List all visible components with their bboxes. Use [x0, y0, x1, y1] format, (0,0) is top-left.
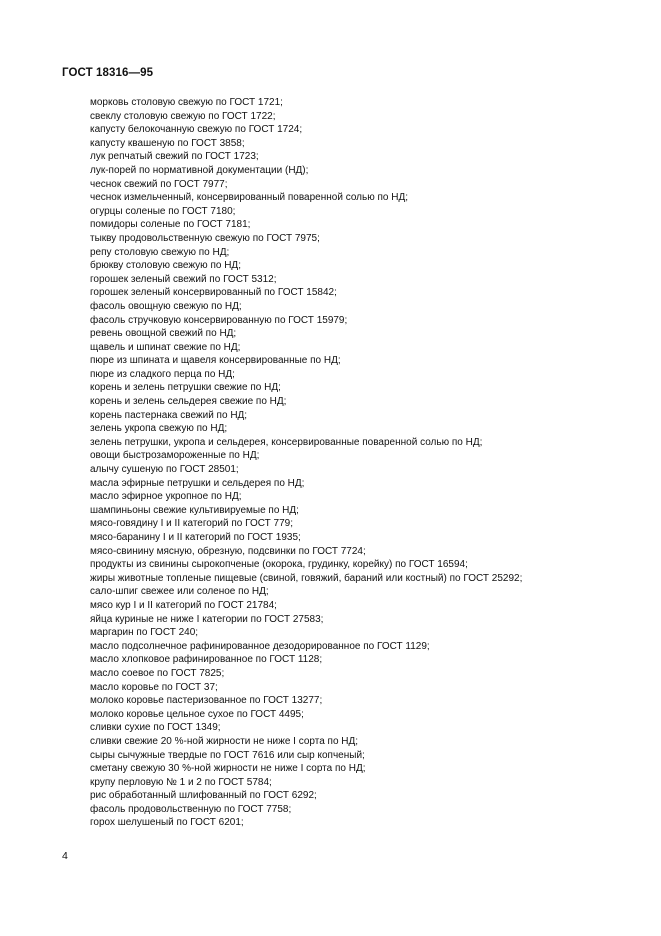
list-item: корень и зелень сельдерея свежие по НД;: [90, 396, 287, 408]
list-item: жиры животные топленые пищевые (свиной, говяжий, бараний или костный) по ГОСТ 25292;: [90, 572, 523, 584]
list-item: чеснок свежий по ГОСТ 7977;: [90, 178, 228, 190]
list-item: пюре из шпината и щавеля консервированные по НД;: [90, 355, 341, 367]
list-item: рис обработанный шлифованный по ГОСТ 6292;: [90, 790, 317, 802]
list-item: сливки сухие по ГОСТ 1349;: [90, 722, 221, 734]
list-item: зелень укропа свежую по НД;: [90, 423, 228, 435]
list-item: корень и зелень петрушки свежие по НД;: [90, 382, 281, 394]
list-item: пюре из сладкого перца по НД;: [90, 368, 235, 380]
list-item: горошек зеленый консервированный по ГОСТ 15842;: [90, 287, 337, 299]
list-item: масло коровье по ГОСТ 37;: [90, 681, 218, 693]
list-item: тыкву продовольственную свежую по ГОСТ 7975;: [90, 232, 320, 244]
list-item: мясо кур I и II категорий по ГОСТ 21784;: [90, 599, 277, 611]
list-item: масла эфирные петрушки и сельдерея по НД;: [90, 477, 305, 489]
list-item: сыры сычужные твердые по ГОСТ 7616 или сыр копченый;: [90, 749, 365, 761]
list-item: сливки свежие 20 %-ной жирности не ниже I сорта по НД;: [90, 735, 359, 747]
ingredient-list: [90, 96, 522, 830]
list-item: корень пастернака свежий по НД;: [90, 409, 248, 421]
list-item: мясо-говядину I и II категорий по ГОСТ 779;: [90, 518, 293, 530]
list-item: репу столовую свежую по НД;: [90, 246, 230, 258]
list-item: фасоль стручковую консервированную по ГОСТ 15979;: [90, 314, 348, 326]
list-item: маргарин по ГОСТ 240;: [90, 627, 199, 639]
list-item: крупу перловую № 1 и 2 по ГОСТ 5784;: [90, 776, 272, 788]
list-item: сало-шпиг свежее или соленое по НД;: [90, 586, 269, 598]
list-item: фасоль продовольственную по ГОСТ 7758;: [90, 803, 292, 815]
list-item: ревень овощной свежий по НД;: [90, 328, 237, 340]
list-item: фасоль овощную свежую по НД;: [90, 300, 242, 312]
list-item: масло соевое по ГОСТ 7825;: [90, 667, 225, 679]
list-item: молоко коровье цельное сухое по ГОСТ 4495;: [90, 708, 304, 720]
list-item: капусту белокочанную свежую по ГОСТ 1724;: [90, 124, 303, 136]
list-item: молоко коровье пастеризованное по ГОСТ 13277;: [90, 695, 323, 707]
list-item: зелень петрушки, укропа и сельдерея, консервированные поваренной солью по НД;: [90, 436, 483, 448]
list-item: алычу сушеную по ГОСТ 28501;: [90, 464, 239, 476]
list-item: морковь столовую свежую по ГОСТ 1721;: [90, 97, 283, 108]
list-item: сметану свежую 30 %-ной жирности не ниже I сорта по НД;: [90, 763, 366, 775]
list-item: мясо-свинину мясную, обрезную, подсвинки по ГОСТ 7724;: [90, 545, 366, 557]
list-item: масло подсолнечное рафинированное дезодорированное по ГОСТ 1129;: [90, 640, 430, 652]
list-item: яйца куриные не ниже I категории по ГОСТ 27583;: [90, 613, 324, 625]
list-item: помидоры соленые по ГОСТ 7181;: [90, 219, 251, 231]
list-item: чеснок измельченный, консервированный поваренной солью по НД;: [90, 192, 409, 204]
list-item: щавель и шпинат свежие по НД;: [90, 341, 241, 353]
list-item: масло хлопковое рафинированное по ГОСТ 1128;: [90, 654, 323, 666]
list-item: свеклу столовую свежую по ГОСТ 1722;: [90, 110, 276, 122]
list-item: мясо-баранину I и II категорий по ГОСТ 1935;: [90, 532, 301, 543]
list-item: капусту квашеную по ГОСТ 3858;: [90, 137, 245, 149]
list-item: брюкву столовую свежую по НД;: [90, 260, 241, 272]
list-item: горох шелушеный по ГОСТ 6201;: [90, 817, 244, 829]
list-item: продукты из свинины сырокопченые (окорока, грудинку, корейку) по ГОСТ 16594;: [90, 559, 468, 571]
list-item: горошек зеленый свежий по ГОСТ 5312;: [90, 273, 277, 285]
list-item: овощи быстрозамороженные по НД;: [90, 450, 260, 462]
list-item: лук-порей по нормативной документации (НД);: [90, 164, 309, 176]
page-number: 4: [62, 850, 68, 862]
list-item: огурцы соленые по ГОСТ 7180;: [90, 205, 236, 217]
list-item: шампиньоны свежие культивируемые по НД;: [90, 504, 299, 516]
document-title: ГОСТ 18316—95: [62, 67, 154, 79]
list-item: масло эфирное укропное по НД;: [90, 491, 242, 503]
list-item: лук репчатый свежий по ГОСТ 1723;: [90, 151, 259, 163]
